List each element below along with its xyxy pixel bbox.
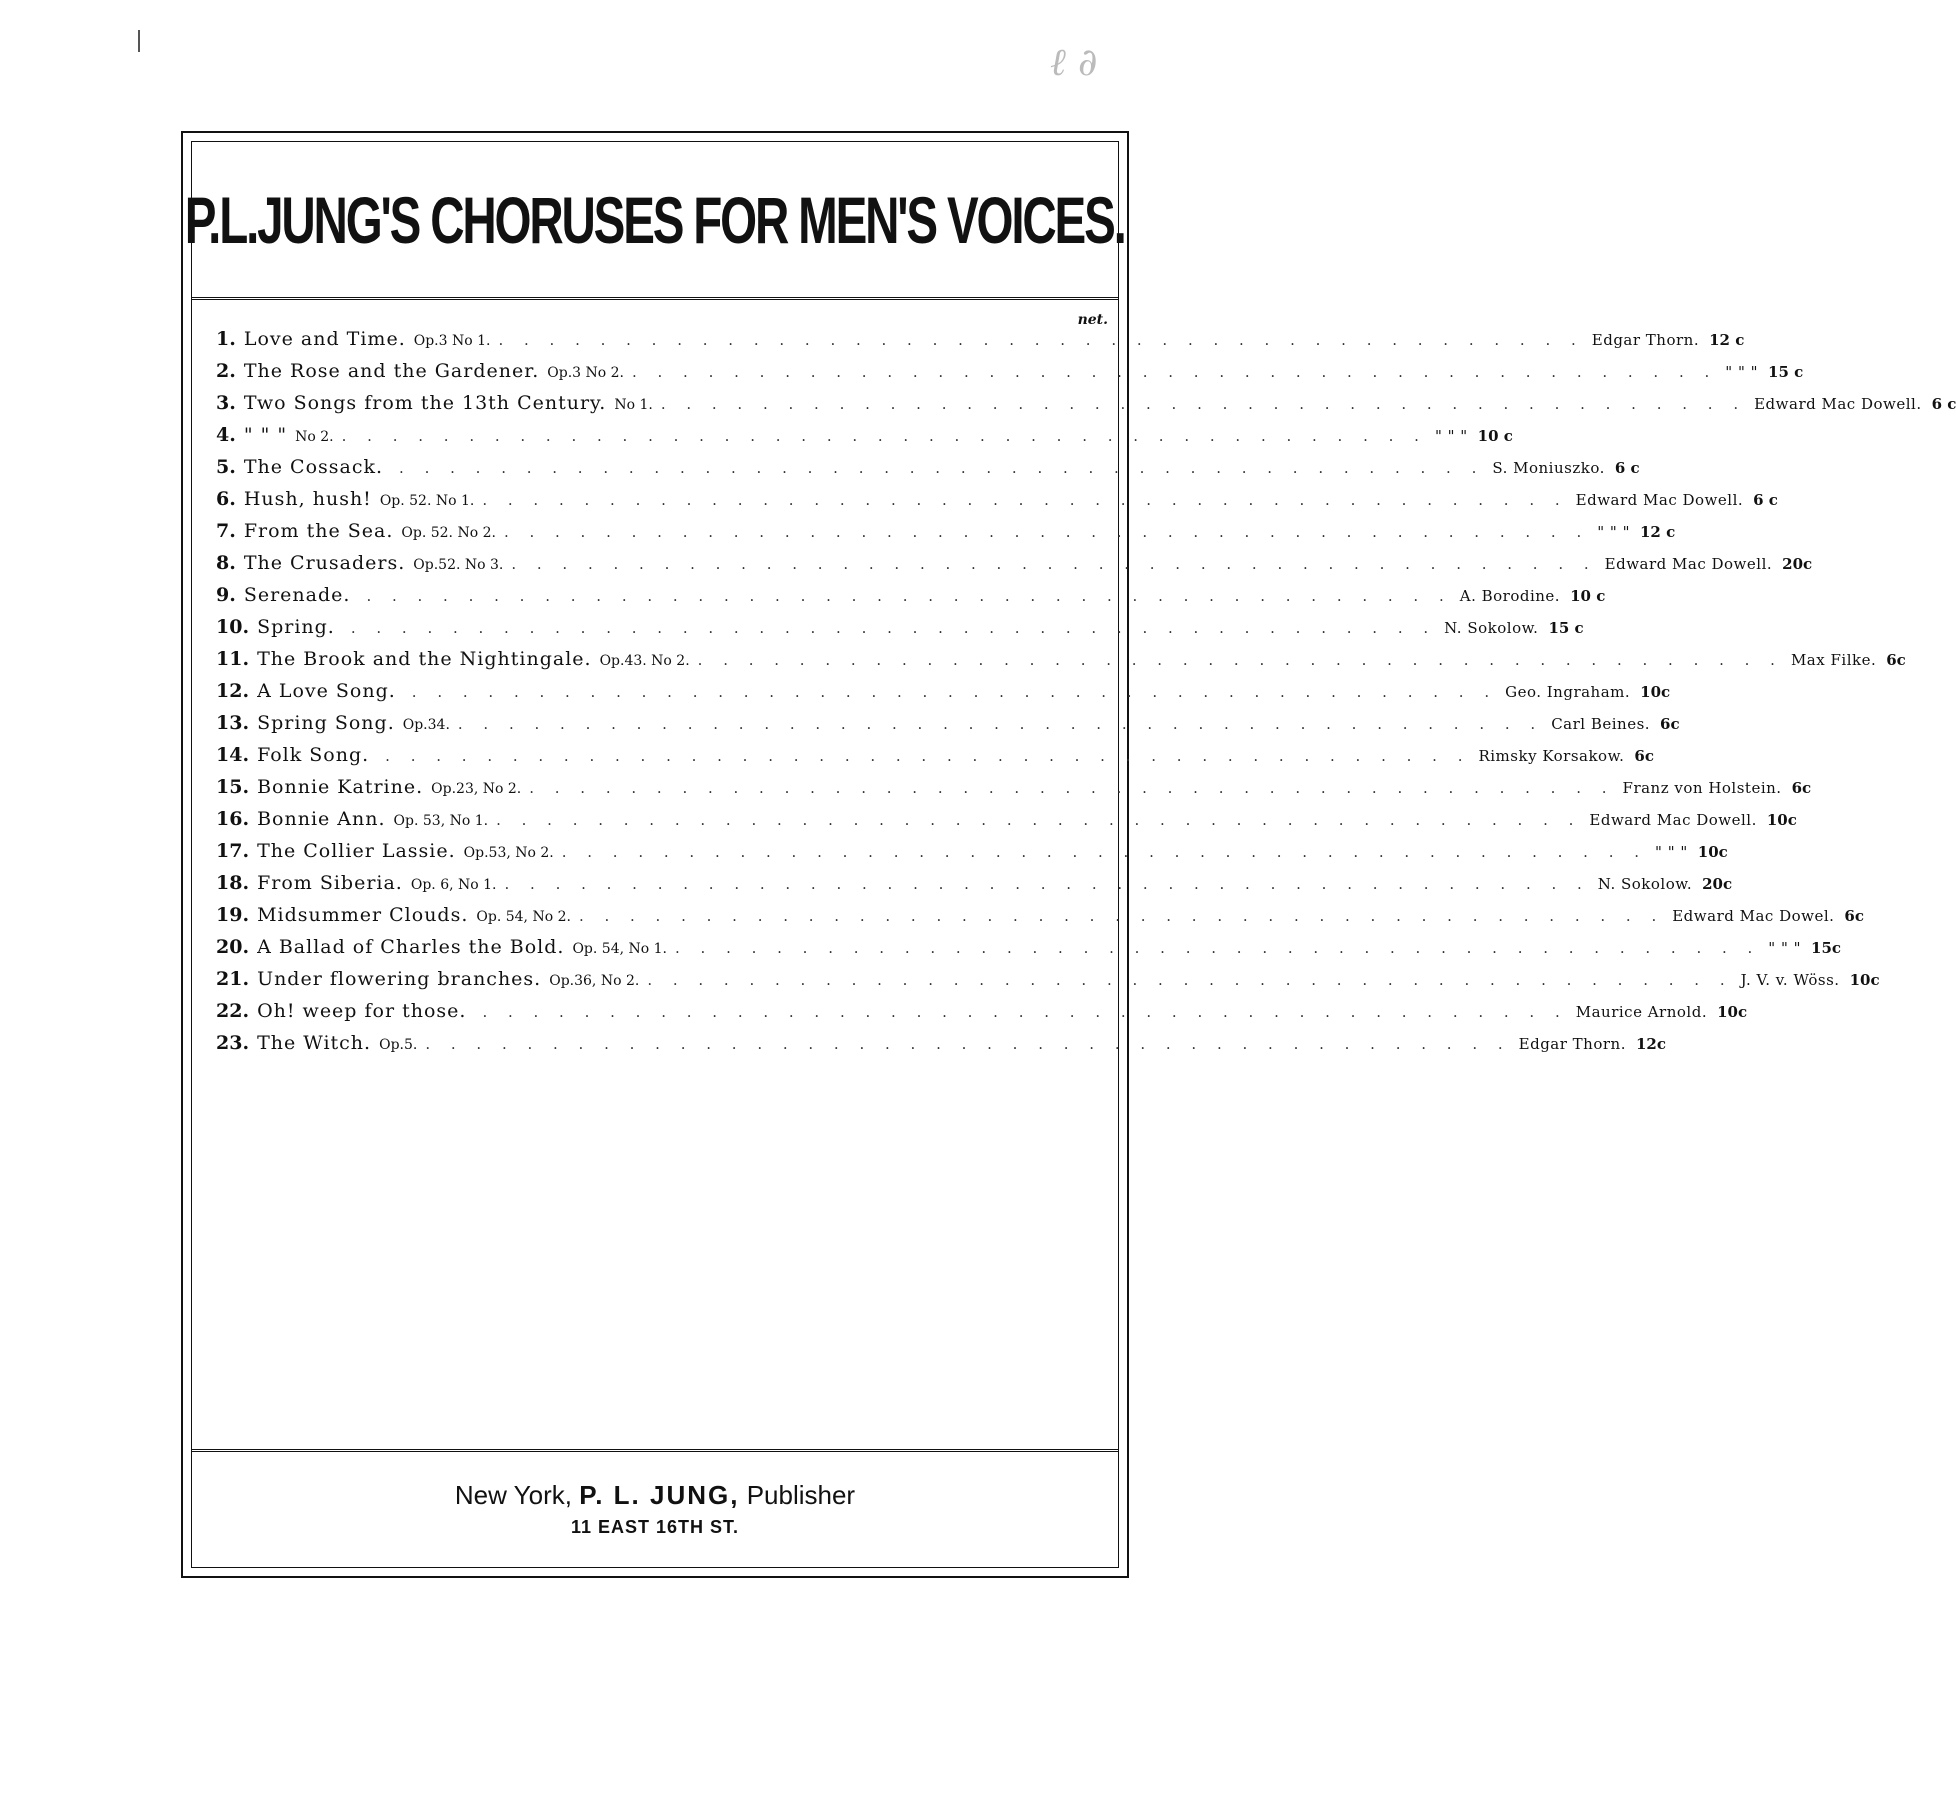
- header: [185, 142, 1125, 300]
- entry-title: Bonnie Ann.: [257, 808, 386, 830]
- entry-number: 18.: [216, 872, 250, 894]
- entry-composer: Max Filke.: [1790, 651, 1877, 669]
- entry-price: 6c: [1634, 747, 1654, 765]
- entry-title: The Collier Lassie.: [257, 840, 456, 862]
- entry-opus: No 1.: [614, 397, 653, 413]
- entry-number: 19.: [216, 904, 250, 926]
- entry-price: 6 c: [1931, 395, 1956, 413]
- catalog-entry: [216, 360, 1804, 392]
- entry-number: 4.: [216, 424, 236, 446]
- leader-dots: . . . . . . . . . . . . . . . . . . . . . . . . . . . . . . . . . . . . . . . . . . .: [675, 939, 1761, 957]
- entry-opus: Op.52. No 3.: [413, 557, 504, 573]
- entry-number: 13.: [216, 712, 250, 734]
- catalog-entry: [216, 328, 1745, 360]
- catalog-entry: [216, 936, 1842, 968]
- footer: [192, 1449, 1118, 1567]
- entry-number: 2.: [216, 360, 236, 382]
- entry-price: 20c: [1702, 875, 1733, 893]
- catalog-entry: [216, 456, 1640, 488]
- catalog-entry: [216, 424, 1513, 456]
- catalog-entry: [216, 712, 1680, 744]
- entry-number: 5.: [216, 456, 236, 478]
- entry-composer: Edgar Thorn.: [1591, 331, 1700, 349]
- entry-price: 12c: [1635, 1035, 1666, 1053]
- entry-number: 7.: [216, 520, 236, 542]
- leader-dots: . . . . . . . . . . . . . . . . . . . . . . . . . . . . . . . . . . . . . . . . . . .: [498, 331, 1584, 349]
- leader-dots: . . . . . . . . . . . . . . . . . . . . . . . . . . . . . . . . . . . . . . . . . . .: [341, 427, 1427, 445]
- entry-title: From Siberia.: [257, 872, 403, 894]
- entry-price: 10 c: [1570, 587, 1606, 605]
- entry-opus: Op.43. No 2.: [599, 653, 690, 669]
- margin-mark: [138, 30, 140, 52]
- leader-dots: . . . . . . . . . . . . . . . . . . . . . . . . . . . . . . . . . . . . . . . . . . .: [350, 619, 1437, 637]
- entry-title: Hush, hush!: [243, 488, 372, 510]
- catalog-entry: [216, 680, 1671, 712]
- entry-composer: Rimsky Korsakow.: [1478, 747, 1625, 765]
- entry-opus: Op. 6, No 1.: [410, 877, 497, 893]
- entry-title: Spring Song.: [257, 712, 395, 734]
- entry-opus: Op.23, No 2.: [431, 781, 522, 797]
- entry-composer: N. Sokolow.: [1597, 875, 1693, 893]
- entry-number: 20.: [216, 936, 250, 958]
- entry-composer: Carl Beines.: [1551, 715, 1651, 733]
- catalog-entry: [216, 392, 1956, 424]
- catalog-entry: [216, 872, 1733, 904]
- entry-number: 12.: [216, 680, 250, 702]
- entry-composer: N. Sokolow.: [1444, 619, 1539, 637]
- entry-title: Bonnie Katrine.: [257, 776, 424, 798]
- entry-title: The Rose and the Gardener.: [243, 360, 540, 382]
- entry-composer: Edward Mac Dowell.: [1575, 491, 1744, 509]
- catalog-entry: [216, 1000, 1748, 1032]
- catalog-entry: [216, 840, 1728, 872]
- entry-number: 11.: [216, 648, 250, 670]
- entry-title: Midsummer Clouds.: [257, 904, 469, 926]
- leader-dots: . . . . . . . . . . . . . . . . . . . . . . . . . . . . . . . . . . . . . . . . . . .: [425, 1035, 1511, 1053]
- entry-composer: " " ": [1768, 939, 1802, 957]
- entry-number: 15.: [216, 776, 250, 798]
- entry-number: 22.: [216, 1000, 250, 1022]
- entry-opus: Op. 54, No 2.: [476, 909, 571, 925]
- catalog-entry: [216, 616, 1584, 648]
- entry-price: 10 c: [1477, 427, 1513, 445]
- entry-title: " " ": [243, 424, 288, 446]
- catalog-entry: [216, 1032, 1666, 1064]
- entry-price: 6c: [1791, 779, 1812, 797]
- publisher-line: [192, 1480, 1118, 1511]
- entry-title: Spring.: [257, 616, 335, 638]
- catalog-entry: [216, 584, 1606, 616]
- entry-opus: Op.5.: [379, 1037, 418, 1053]
- entry-composer: Edgar Thorn.: [1518, 1035, 1626, 1053]
- entries: [216, 328, 1956, 1064]
- entry-price: 10c: [1717, 1003, 1748, 1021]
- entry-number: 21.: [216, 968, 250, 990]
- leader-dots: . . . . . . . . . . . . . . . . . . . . . . . . . . . . . . . . . . . . . . . . . . .: [503, 523, 1590, 541]
- entry-number: 16.: [216, 808, 250, 830]
- entry-composer: " " ": [1597, 523, 1630, 541]
- entry-number: 6.: [216, 488, 236, 510]
- catalog-entry: [216, 552, 1813, 584]
- entry-number: 8.: [216, 552, 236, 574]
- entry-price: 6 c: [1614, 459, 1640, 477]
- catalog-entry: [216, 520, 1676, 552]
- entry-title: Under flowering branches.: [257, 968, 542, 990]
- entry-price: 10c: [1640, 683, 1671, 701]
- leader-dots: . . . . . . . . . . . . . . . . . . . . . . . . . . . . . . . . . . . . . . . . . . .: [631, 363, 1718, 381]
- entry-composer: A. Borodine.: [1459, 587, 1561, 605]
- entry-opus: Op. 53, No 1.: [393, 813, 489, 829]
- publisher-role: Publisher: [746, 1480, 856, 1510]
- entry-price: 15 c: [1548, 619, 1584, 637]
- leader-dots: . . . . . . . . . . . . . . . . . . . . . . . . . . . . . . . . . . . . . . . . . . .: [457, 715, 1544, 733]
- leader-dots: . . . . . . . . . . . . . . . . . . . . . . . . . . . . . . . . . . . . . . . . . . .: [482, 1003, 1568, 1021]
- entry-title: Serenade.: [243, 584, 351, 606]
- entry-composer: Edward Mac Dowell.: [1754, 395, 1922, 413]
- entry-number: 17.: [216, 840, 250, 862]
- leader-dots: . . . . . . . . . . . . . . . . . . . . . . . . . . . . . . . . . . . . . . . . . . .: [504, 875, 1590, 893]
- entry-number: 9.: [216, 584, 236, 606]
- entry-price: 12 c: [1709, 331, 1745, 349]
- entry-opus: Op. 52. No 2.: [401, 525, 496, 541]
- entry-composer: Edward Mac Dowell.: [1604, 555, 1773, 573]
- entry-price: 10c: [1697, 843, 1728, 861]
- entry-composer: Geo. Ingraham.: [1505, 683, 1631, 701]
- leader-dots: . . . . . . . . . . . . . . . . . . . . . . . . . . . . . . . . . . . . . . . . . . .: [399, 459, 1485, 477]
- catalog-entry: [216, 648, 1906, 680]
- entry-price: 10c: [1849, 971, 1880, 989]
- entry-composer: J. V. v. Wöss.: [1740, 971, 1840, 989]
- leader-dots: . . . . . . . . . . . . . . . . . . . . . . . . . . . . . . . . . . . . . . . . . . .: [697, 651, 1783, 669]
- catalog-entry: [216, 488, 1778, 520]
- leader-dots: . . . . . . . . . . . . . . . . . . . . . . . . . . . . . . . . . . . . . . . . . . .: [660, 395, 1747, 413]
- entry-title: From the Sea.: [243, 520, 394, 542]
- leader-dots: . . . . . . . . . . . . . . . . . . . . . . . . . . . . . . . . . . . . . . . . . . .: [411, 683, 1498, 701]
- leader-dots: . . . . . . . . . . . . . . . . . . . . . . . . . . . . . . . . . . . . . . . . . . .: [366, 587, 1452, 605]
- entry-price: 10c: [1766, 811, 1797, 829]
- publisher-name: P. L. JUNG,: [579, 1480, 740, 1510]
- leader-dots: . . . . . . . . . . . . . . . . . . . . . . . . . . . . . . . . . . . . . . . . . . .: [482, 491, 1568, 509]
- entry-composer: Edward Mac Dowel.: [1672, 907, 1835, 925]
- entry-composer: Edward Mac Dowell.: [1589, 811, 1757, 829]
- entry-price: 6c: [1844, 907, 1864, 925]
- leader-dots: . . . . . . . . . . . . . . . . . . . . . . . . . . . . . . . . . . . . . . . . . . .: [561, 843, 1648, 861]
- entry-title: Folk Song.: [257, 744, 370, 766]
- entry-opus: Op.34.: [402, 717, 450, 733]
- entry-opus: Op.53, No 2.: [463, 845, 554, 861]
- entry-composer: Franz von Holstein.: [1622, 779, 1782, 797]
- entry-title: The Witch.: [257, 1032, 372, 1054]
- entry-opus: Op. 54, No 1.: [572, 941, 667, 957]
- entry-opus: No 2.: [295, 429, 334, 445]
- entry-composer: " " ": [1725, 363, 1759, 381]
- catalog-entry: [216, 776, 1812, 808]
- entry-price: 6 c: [1753, 491, 1778, 509]
- publisher-city: New York,: [454, 1480, 572, 1510]
- leader-dots: . . . . . . . . . . . . . . . . . . . . . . . . . . . . . . . . . . . . . . . . . . .: [511, 555, 1597, 573]
- entry-opus: Op.36, No 2.: [549, 973, 640, 989]
- leader-dots: . . . . . . . . . . . . . . . . . . . . . . . . . . . . . . . . . . . . . . . . . . .: [385, 747, 1471, 765]
- page-frame-inner: [185, 141, 1956, 1568]
- entry-price: 12 c: [1639, 523, 1676, 541]
- leader-dots: . . . . . . . . . . . . . . . . . . . . . . . . . . . . . . . . . . . . . . . . . . .: [578, 907, 1665, 925]
- entry-title: The Crusaders.: [243, 552, 406, 574]
- entry-composer: " " ": [1434, 427, 1468, 445]
- entry-opus: Op.3 No 1.: [413, 333, 491, 349]
- entry-price: 20c: [1782, 555, 1813, 573]
- entry-price: 15c: [1811, 939, 1842, 957]
- entry-composer: Maurice Arnold.: [1575, 1003, 1708, 1021]
- entry-number: 3.: [216, 392, 236, 414]
- catalog-entry: [216, 904, 1864, 936]
- page-frame: [181, 131, 1956, 1578]
- publisher-address: 11 EAST 16TH ST.: [570, 1517, 740, 1537]
- entry-number: 1.: [216, 328, 236, 350]
- entry-title: The Cossack.: [243, 456, 384, 478]
- leader-dots: . . . . . . . . . . . . . . . . . . . . . . . . . . . . . . . . . . . . . . . . . . .: [496, 811, 1582, 829]
- net-price-label: net.: [1077, 312, 1108, 328]
- entry-title: Love and Time.: [243, 328, 406, 350]
- library-stamp: ℓ ∂: [1050, 40, 1098, 84]
- leader-dots: . . . . . . . . . . . . . . . . . . . . . . . . . . . . . . . . . . . . . . . . . . .: [529, 779, 1615, 797]
- catalog-entry: [216, 744, 1654, 776]
- entry-composer: S. Moniuszko.: [1492, 459, 1605, 477]
- entry-number: 14.: [216, 744, 250, 766]
- entry-opus: Op. 52. No 1.: [379, 493, 475, 509]
- catalog-entry: [216, 808, 1797, 840]
- entry-title: Oh! weep for those.: [257, 1000, 467, 1022]
- entry-title: The Brook and the Nightingale.: [257, 648, 592, 670]
- entry-title: A Love Song.: [257, 680, 396, 702]
- entry-title: A Ballad of Charles the Bold.: [257, 936, 565, 958]
- entry-title: Two Songs from the 13th Century.: [243, 392, 607, 414]
- entry-price: 15 c: [1768, 363, 1804, 381]
- catalog-entry: [216, 968, 1880, 1000]
- entry-number: 23.: [216, 1032, 250, 1054]
- entry-opus: Op.3 No 2.: [547, 365, 624, 381]
- entry-number: 10.: [216, 616, 250, 638]
- page-title: P.L.JUNG'S CHORUSES FOR MEN'S VOICES.: [185, 182, 1125, 257]
- entry-price: 6c: [1660, 715, 1680, 733]
- leader-dots: . . . . . . . . . . . . . . . . . . . . . . . . . . . . . . . . . . . . . . . . . . .: [647, 971, 1733, 989]
- entry-price: 6c: [1886, 651, 1906, 669]
- entry-composer: " " ": [1655, 843, 1688, 861]
